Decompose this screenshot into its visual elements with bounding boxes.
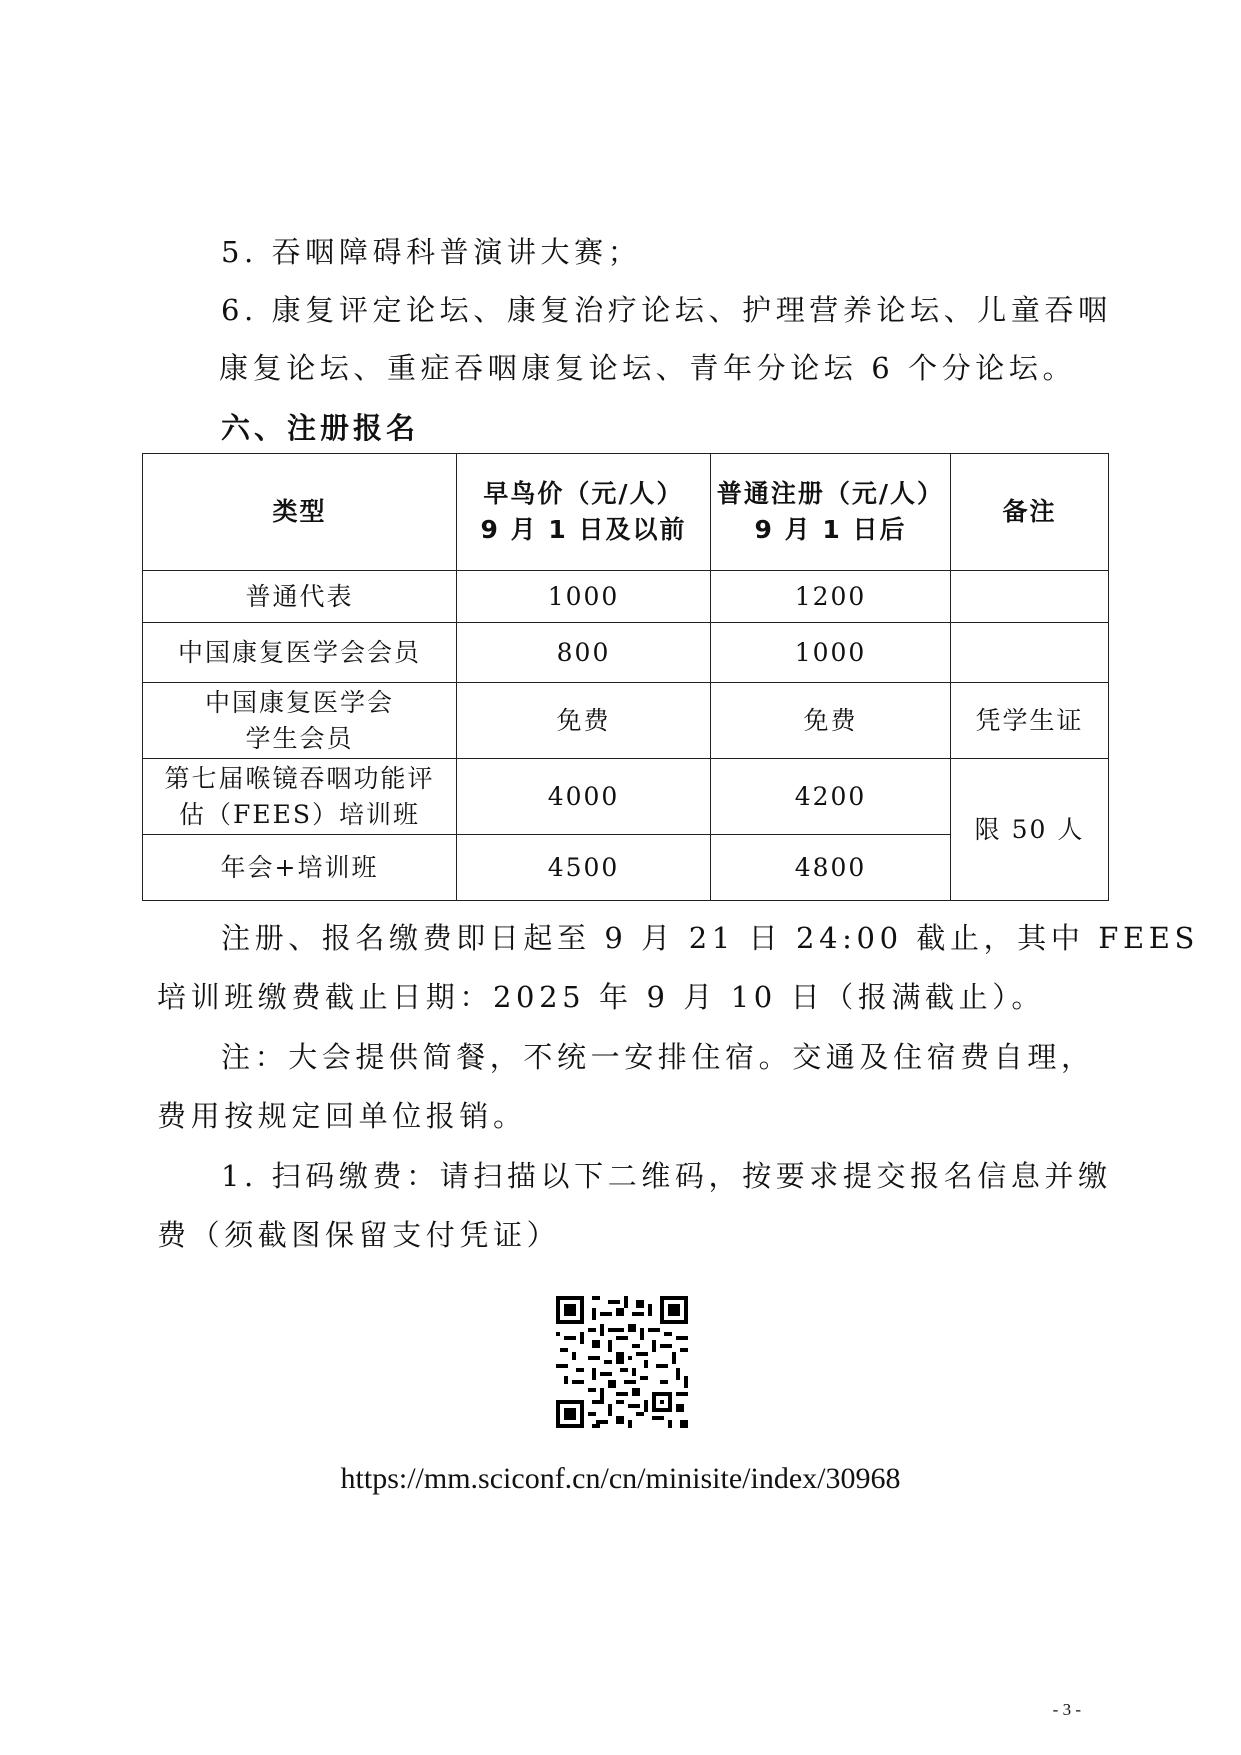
cell-type-line1: 中国康复医学会 (204, 687, 394, 717)
registration-url-link[interactable]: https://mm.sciconf.cn/cn/minisite/index/30968 (340, 1462, 901, 1495)
pay-line2: 费（须截图保留支付凭证） (157, 1218, 561, 1252)
cell-type (143, 683, 457, 759)
pay-line1: 1. 扫码缴费：请扫描以下二维码，按要求提交报名信息并缴 (221, 1159, 1112, 1193)
cell-normal: 1200 (711, 571, 951, 623)
table-row (143, 683, 1109, 759)
list-item-5: 5. 吞咽障碍科普演讲大赛； (221, 235, 642, 269)
cell-type: 普通代表 (143, 571, 457, 623)
cell-remark: 限 50 人 (951, 759, 1109, 901)
header-early (457, 454, 711, 571)
cell-normal: 4800 (711, 835, 951, 901)
cell-remark: 凭学生证 (951, 683, 1109, 759)
section-title: 六、注册报名 (221, 411, 420, 445)
page-number: - 3 - (1052, 1700, 1081, 1719)
qr-code-icon[interactable] (556, 1296, 688, 1428)
deadline-line2: 培训班缴费截止日期：2025 年 9 月 10 日（报满截止）。 (157, 980, 1045, 1014)
cell-type-line1: 第七届喉镜吞咽功能评 (164, 763, 435, 793)
header-remark: 备注 (951, 454, 1109, 571)
cell-normal: 免费 (711, 683, 951, 759)
header-early-line2: 9 月 1 日及以前 (480, 515, 687, 544)
cell-type-line2: 学生会员 (245, 723, 354, 753)
cell-normal: 4200 (711, 759, 951, 835)
table-row (143, 571, 1109, 623)
cell-type: 中国康复医学会会员 (143, 623, 457, 683)
header-normal-line1: 普通注册（元/人） (716, 479, 945, 508)
table-row (143, 759, 1109, 835)
cell-early: 800 (457, 623, 711, 683)
cell-early: 1000 (457, 571, 711, 623)
cell-type-line2: 估（FEES）培训班 (179, 799, 420, 829)
header-normal (711, 454, 951, 571)
note-line1: 注：大会提供简餐，不统一安排住宿。交通及住宿费自理， (221, 1040, 1095, 1074)
cell-normal: 1000 (711, 623, 951, 683)
note-line2: 费用按规定回单位报销。 (157, 1099, 527, 1133)
cell-remark (951, 571, 1109, 623)
header-early-line1: 早鸟价（元/人） (483, 479, 684, 508)
registration-table (142, 453, 1109, 901)
list-item-6-line2: 康复论坛、重症吞咽康复论坛、青年分论坛 6 个分论坛。 (219, 351, 1077, 385)
header-type: 类型 (143, 454, 457, 571)
cell-type: 年会+培训班 (143, 835, 457, 901)
cell-early: 免费 (457, 683, 711, 759)
cell-type (143, 759, 457, 835)
table-row (143, 623, 1109, 683)
deadline-line1: 注册、报名缴费即日起至 9 月 21 日 24:00 截止，其中 FEES (221, 921, 1199, 955)
cell-remark (951, 623, 1109, 683)
cell-early: 4000 (457, 759, 711, 835)
list-item-6-line1: 6. 康复评定论坛、康复治疗论坛、护理营养论坛、儿童吞咽 (221, 293, 1112, 327)
cell-early: 4500 (457, 835, 711, 901)
table-header-row (143, 454, 1109, 571)
header-normal-line2: 9 月 1 日后 (754, 515, 907, 544)
